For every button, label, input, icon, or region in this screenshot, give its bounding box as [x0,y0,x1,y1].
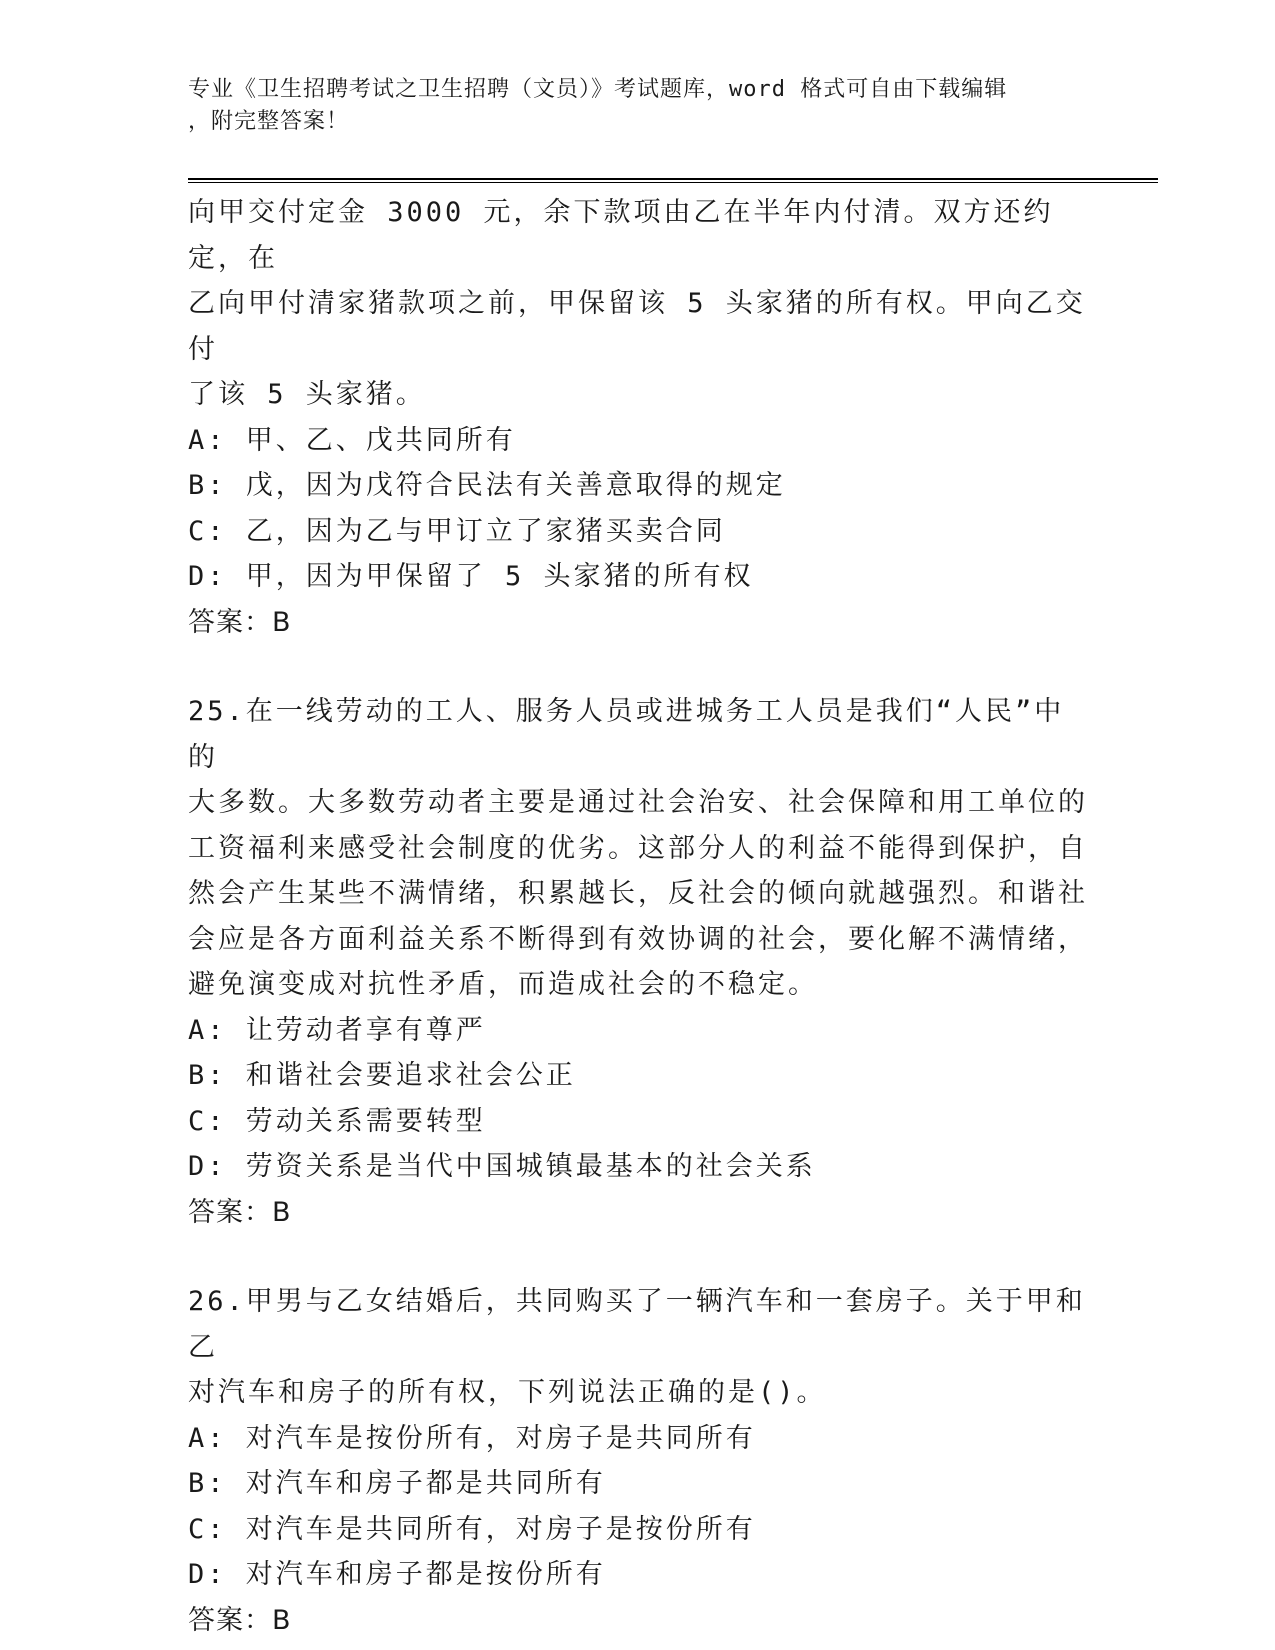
option-d: D: 甲，因为甲保留了 5 头家猪的所有权 [188,561,754,592]
answer-label: 答案：B [188,1604,292,1636]
question-stem-line: 然会产生某些不满情绪，积累越长，反社会的倾向就越强烈。和谐社 [188,878,1088,909]
question-stem-line: 大多数。大多数劳动者主要是通过社会治安、社会保障和用工单位的 [188,787,1088,818]
question-26 [188,1279,1088,1643]
option-c: C: 对汽车是共同所有，对房子是按份所有 [188,1513,756,1545]
option-c: C: 乙，因为乙与甲订立了家猪买卖合同 [188,515,726,547]
option-a: A: 对汽车是按份所有，对房子是共同所有 [188,1422,756,1454]
question-stem-line: 乙向甲付清家猪款项之前，甲保留该 5 头家猪的所有权。甲向乙交付 [188,288,1086,365]
option-a: A: 让劳动者享有尊严 [188,1014,486,1046]
page-header [188,74,1088,138]
option-d: D: 劳资关系是当代中国城镇最基本的社会关系 [188,1151,816,1182]
header-line-1: 专业《卫生招聘考试之卫生招聘（文员）》考试题库，word 格式可自由下载编辑 [188,77,1008,102]
answer-label: 答案：B [188,606,292,638]
question-stem-line: 对汽车和房子的所有权，下列说法正确的是()。 [188,1377,827,1408]
option-d: D: 对汽车和房子都是按份所有 [188,1559,606,1590]
question-stem-line: 工资福利来感受社会制度的优劣。这部分人的利益不能得到保护，自 [188,832,1088,864]
answer-label: 答案：B [188,1196,292,1228]
question-25 [188,689,1088,1235]
header-divider [188,178,1158,183]
option-b: B: 对汽车和房子都是共同所有 [188,1468,606,1499]
question-stem-line: 会应是各方面利益关系不断得到有效协调的社会，要化解不满情绪， [188,923,1088,955]
option-b: B: 和谐社会要追求社会公正 [188,1060,576,1091]
option-a: A: 甲、乙、戊共同所有 [188,424,516,456]
option-c: C: 劳动关系需要转型 [188,1105,486,1137]
header-line-2: ，附完整答案！ [188,109,350,134]
question-stem-line: 了该 5 头家猪。 [188,379,426,410]
page-content [188,190,1088,1643]
question-stem-line: 向甲交付定金 3000 元，余下款项由乙在半年内付清。双方还约定，在 [188,197,1054,274]
question-stem-line: 25.在一线劳动的工人、服务人员或进城务工人员是我们“人民”中的 [188,696,1065,773]
option-b: B: 戊，因为戊符合民法有关善意取得的规定 [188,470,786,501]
question-stem-line: 26.甲男与乙女结婚后，共同购买了一辆汽车和一套房子。关于甲和乙 [188,1286,1086,1363]
question-24 [188,190,1088,645]
question-stem-line: 避免演变成对抗性矛盾，而造成社会的不稳定。 [188,969,818,1000]
